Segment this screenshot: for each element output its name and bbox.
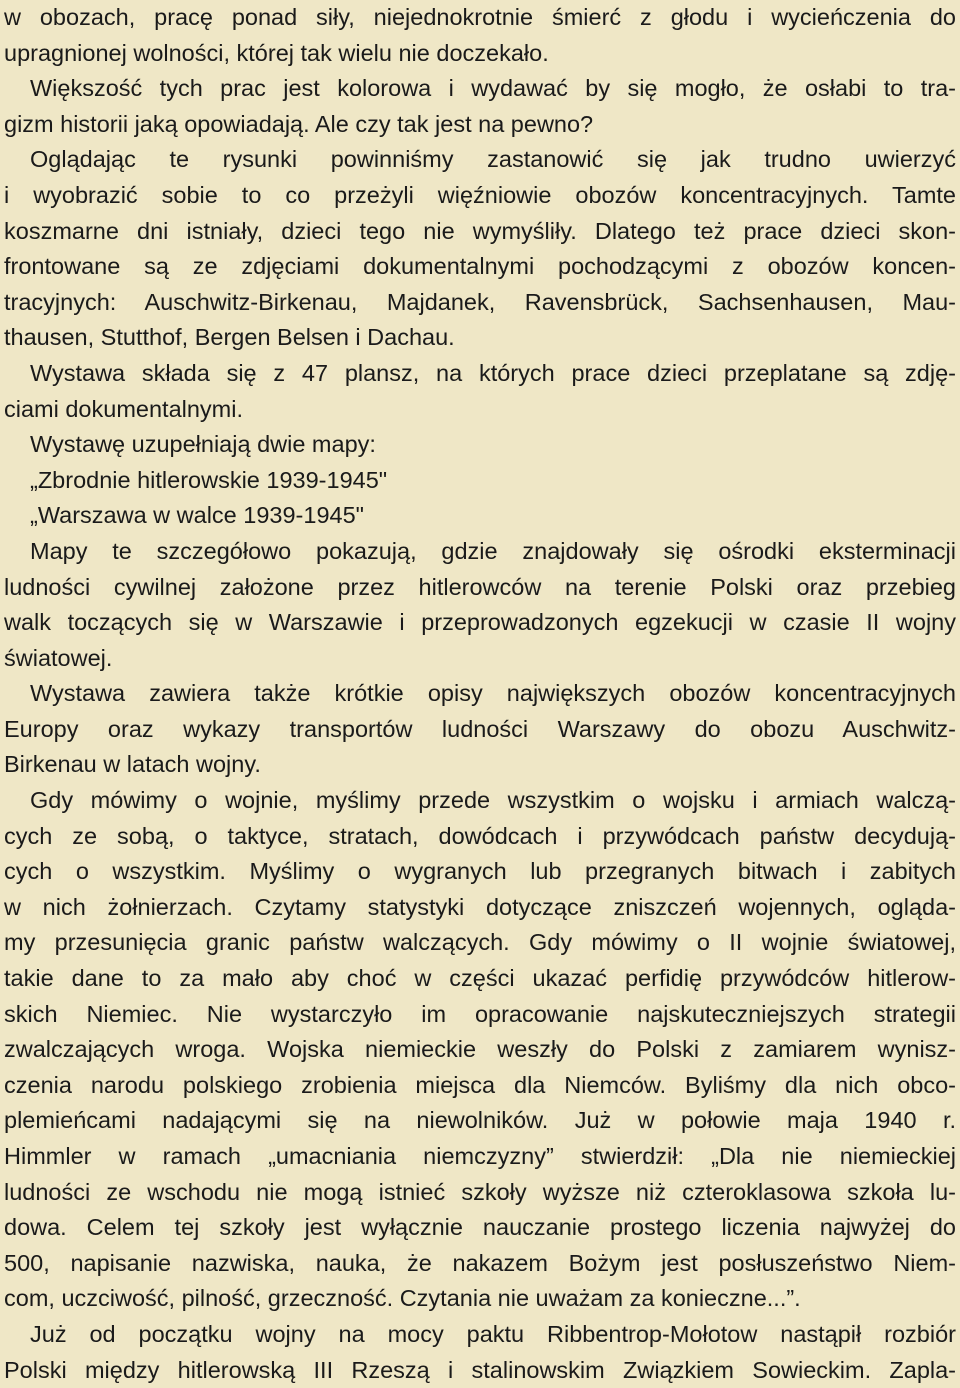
text-line: skich Niemiec. Nie wystarczyło im opracowanie najskuteczniejszych strategii — [4, 1000, 956, 1027]
text-line: Gdy mówimy o wojnie, myślimy przede wszystkim o wojsku i armiach walczą- — [30, 787, 956, 814]
text-line: dowa. Celem tej szkoły jest wyłącznie nauczanie prostego liczenia najwyżej do — [4, 1214, 956, 1241]
text-line: my przesunięcia granic państw walczących. Gdy mówimy o II wojnie światowej, — [4, 929, 956, 956]
text-line: „Zbrodnie hitlerowskie 1939-1945" — [30, 466, 388, 493]
text-line: zwalczających wroga. Wojska niemieckie weszły do Polski z zamiarem wynisz- — [4, 1036, 956, 1063]
text-line: koszmarne dni istniały, dzieci tego nie wymyśliły. Dlatego też prace dzieci skon- — [4, 217, 956, 244]
text-line: frontowane są ze zdjęciami dokumentalnymi pochodzącymi z obozów koncen- — [4, 253, 956, 280]
text-line: Mapy te szczegółowo pokazują, gdzie znajdowały się ośrodki eksterminacji — [30, 537, 956, 564]
text-line: 500, napisanie nazwiska, nauka, że nakazem Bożym jest posłuszeństwo Niem- — [4, 1249, 956, 1276]
text-line: Birkenau w latach wojny. — [4, 751, 261, 778]
text-line: Już od początku wojny na mocy paktu Ribbentrop-Mołotow nastąpił rozbiór — [30, 1320, 956, 1347]
text-line: Himmler w ramach „umacniania niemczyzny” stwierdził: „Dla nie niemieckiej — [4, 1143, 956, 1169]
text-line: w obozach, pracę ponad siły, niejednokrotnie śmierć z głodu i wycieńczenia do — [4, 4, 956, 30]
text-line: cych o wszystkim. Myślimy o wygranych lub przegranych bitwach i zabitych — [4, 858, 956, 885]
document-body-text — [4, 0, 956, 1388]
text-line: upragnionej wolności, której tak wielu nie doczekało. — [4, 39, 549, 66]
text-line: cych ze sobą, o taktyce, stratach, dowódcach i przywódcach państw decydują- — [4, 822, 956, 849]
text-line: światowej. — [4, 644, 113, 671]
text-line: Wystawa składa się z 47 plansz, na których prace dzieci przeplatane są zdję- — [30, 359, 956, 386]
text-line: ludności cywilnej założone przez hitlerowców na terenie Polski oraz przebieg — [4, 573, 956, 600]
text-line: Europy oraz wykazy transportów ludności Warszawy do obozu Auschwitz- — [4, 715, 956, 742]
text-line: Większość tych prac jest kolorowa i wydawać by się mogło, że osłabi to tra- — [30, 75, 956, 102]
text-line: takie dane to za mało aby choć w części ukazać perfidię przywódców hitlerow- — [4, 965, 956, 992]
text-line: i wyobrazić sobie to co przeżyli więźniowie obozów koncentracyjnych. Tamte — [4, 181, 956, 208]
text-line: tracyjnych: Auschwitz-Birkenau, Majdanek, Ravensbrück, Sachsenhausen, Mau- — [4, 288, 956, 315]
text-line: Wystawę uzupełniają dwie mapy: — [30, 431, 376, 458]
text-line: thausen, Stutthof, Bergen Belsen i Dachau. — [4, 324, 455, 351]
text-line: com, uczciwość, pilność, grzeczność. Czytania nie uważam za konieczne...”. — [4, 1285, 801, 1312]
text-line: ludności ze wschodu nie mogą istnieć szkoły wyższe niż czteroklasowa szkoła lu- — [4, 1178, 956, 1205]
text-line: „Warszawa w walce 1939-1945" — [30, 502, 365, 529]
text-line: ciami dokumentalnymi. — [4, 395, 244, 422]
text-line: Wystawa zawiera także krótkie opisy największych obozów koncentracyjnych — [30, 680, 956, 707]
text-line: w nich żołnierzach. Czytamy statystyki dotyczące zniszczeń wojennych, ogląda- — [4, 893, 956, 920]
text-line: Polski między hitlerowską III Rzeszą i stalinowskim Związkiem Sowieckim. Zapla- — [4, 1356, 956, 1383]
text-line: gizm historii jaką opowiadają. Ale czy tak jest na pewno? — [4, 110, 594, 137]
text-line: Oglądając te rysunki powinniśmy zastanowić się jak trudno uwierzyć — [30, 146, 956, 173]
text-line: walk toczących się w Warszawie i przeprowadzonych egzekucji w czasie II wojny — [4, 609, 956, 636]
text-line: plemieńcami nadającymi się na niewolników. Już w połowie maja 1940 r. — [4, 1107, 956, 1134]
text-line: czenia narodu polskiego zrobienia miejsca dla Niemców. Byliśmy dla nich obco- — [4, 1071, 956, 1098]
